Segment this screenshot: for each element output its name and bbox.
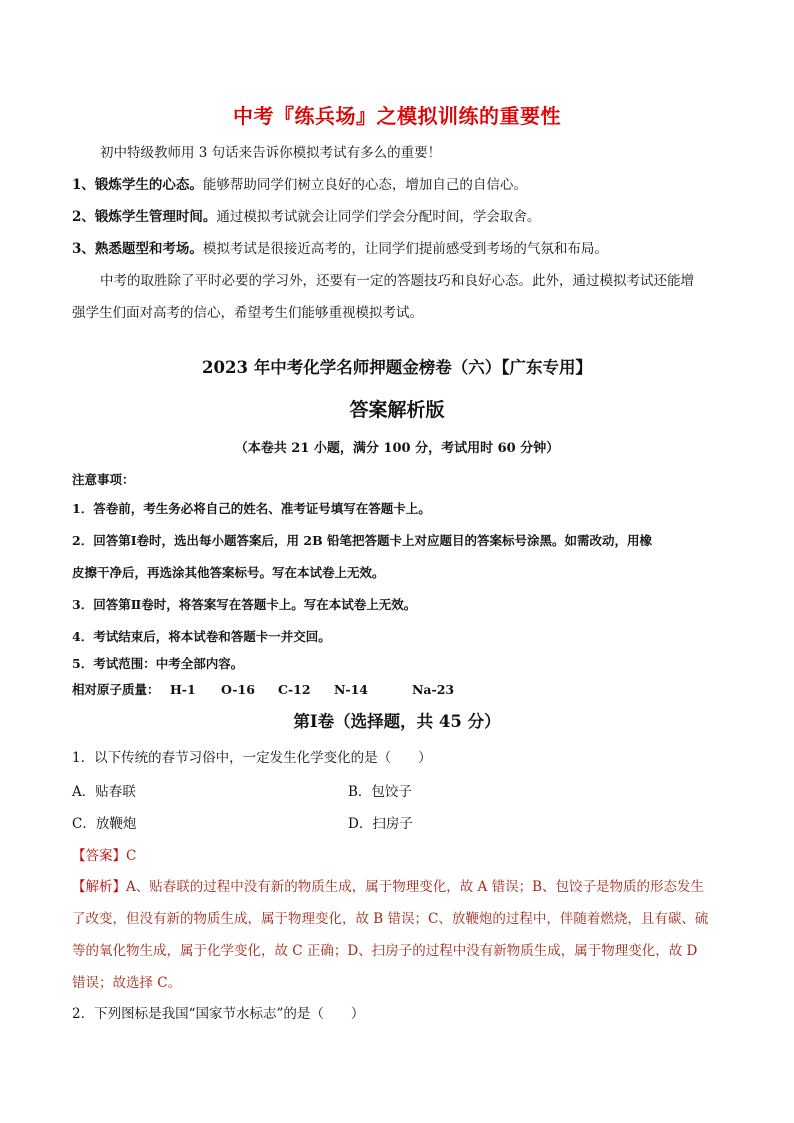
promo-closing-1: 中考的取胜除了平时必要的学习外，还要有一定的答题技巧和良好心态。此外，通过模拟考试还能增 [100,273,694,289]
q1-option-c: C．放鞭炮 [72,816,137,832]
notice-2-cont: 皮擦干净后，再选涂其他答案标号。写在本试卷上无效。 [72,565,385,580]
q1-option-d: D．扫房子 [348,816,413,832]
q1-analysis-1 [72,877,724,897]
notice-heading: 注意事项： [72,472,135,487]
promo-point-1-head: 1、锻炼学生的心态。 [72,177,203,193]
atomic-mass-o: O-16 [221,682,255,697]
promo-point-1-text: 能够帮助同学们树立良好的心态，增加自己的自信心。 [202,177,527,193]
promo-point-2-head: 2、锻炼学生管理时间。 [72,209,217,225]
promo-point-3-text: 模拟考试是很接近高考的，让同学们提前感受到考场的气氛和布局。 [202,241,608,257]
q1-analysis-4: 错误；故选择 C。 [72,975,182,991]
q1-analysis-3: 等的氧化物生成，属于化学变化，故 C 正确；D、扫房子的过程中没有新物质生成，属于物理变化，故 D [72,943,698,959]
q1-analysis-2: 了改变，但没有新的物质生成，属于物理变化，故 B 错误；C、放鞭炮的过程中，伴随着燃烧，且有碳、硫 [72,911,709,927]
promo-point-2-text: 通过模拟考试就会让同学们学会分配时间，学会取舍。 [216,209,541,225]
q1-option-a: A．贴春联 [72,784,136,800]
q1-option-b: B．包饺子 [348,784,412,800]
exam-version: 答案解析版 [349,399,445,421]
q1-answer [72,846,724,866]
promo-title: 中考『练兵场』之模拟训练的重要性 [233,104,561,128]
atomic-mass-label: 相对原子质量： [72,682,160,697]
exam-info: （本卷共 21 小题，满分 100 分，考试用时 60 分钟） [234,441,560,456]
q1-stem: 1．以下传统的春节习俗中，一定发生化学变化的是（ ） [72,750,432,766]
promo-point-3-head: 3、熟悉题型和考场。 [72,241,203,257]
analysis-line-1: A、贴春联的过程中没有新的物质生成，属于物理变化，故 A 错误；B、包饺子是物质的形态发生 [126,879,705,895]
notice-2: 2．回答第Ⅰ卷时，选出每小题答案后，用 2B 铅笔把答题卡上对应题目的答案标号涂黑。如需改动，用橡 [72,533,653,548]
notice-1: 1．答卷前，考生务必将自己的姓名、准考证号填写在答题卡上。 [72,501,431,516]
answer-value: C [126,848,137,864]
notice-3: 3．回答第Ⅱ卷时，将答案写在答题卡上。写在本试卷上无效。 [72,597,417,612]
section-title: 第Ⅰ卷（选择题，共 45 分） [293,712,501,731]
atomic-mass-c: C-12 [278,682,311,697]
promo-point-2 [72,207,724,227]
notice-5: 5．考试范围：中考全部内容。 [72,656,244,671]
atomic-mass-n: N-14 [334,682,369,697]
promo-lead: 初中特级教师用 3 句话来告诉你模拟考试有多么的重要！ [100,145,442,161]
promo-point-3 [72,239,724,259]
answer-label: 【答案】 [72,848,126,864]
exam-title: 2023 年中考化学名师押题金榜卷（六）【广东专用】 [202,358,592,377]
atomic-mass-na: Na-23 [412,682,455,697]
analysis-label: 【解析】 [72,879,126,895]
atomic-mass-h: H-1 [170,682,196,697]
promo-point-1 [72,175,724,195]
promo-closing-2: 强学生们面对高考的信心，希望考生们能够重视模拟考试。 [72,305,423,321]
notice-4: 4．考试结束后，将本试卷和答题卡一并交回。 [72,629,331,644]
q2-stem: 2．下列图标是我国“国家节水标志”的是（ ） [72,1006,365,1022]
